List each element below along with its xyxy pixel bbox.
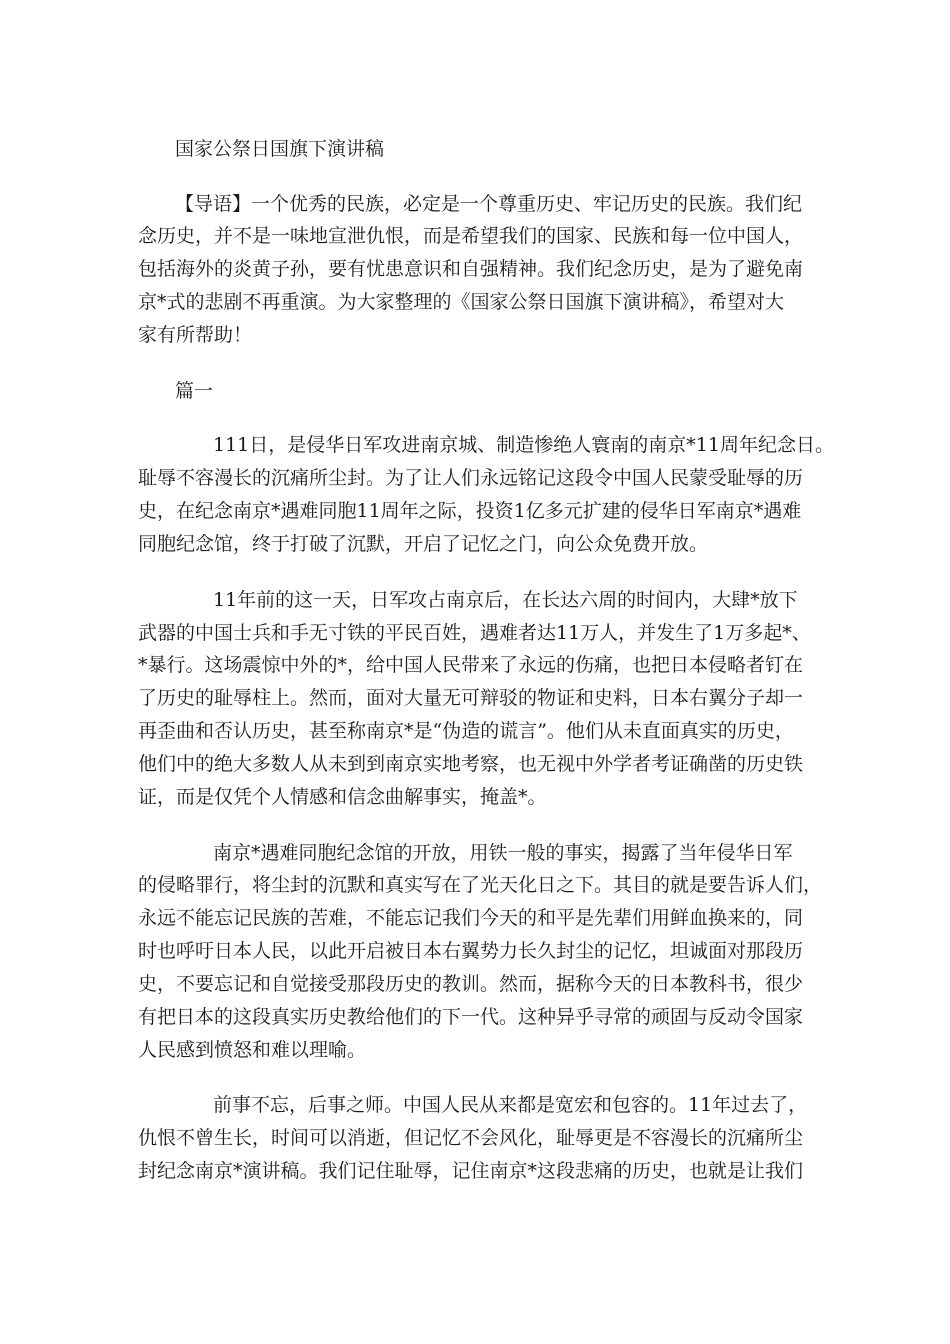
text-line: 时也呼吁日本人民，以此开启被日本右翼势力长久封尘的记忆，坦诚面对那段历: [138, 940, 804, 962]
section-heading: 篇一: [175, 380, 214, 402]
text-line: 了历史的耻辱柱上。然而，面对大量无可辩驳的物证和史料，日本右翼分子却一: [138, 687, 804, 709]
text-line: 家有所帮助！: [138, 324, 253, 346]
text-line: 永远不能忘记民族的苦难，不能忘记我们今天的和平是先辈们用鲜血换来的，同: [138, 907, 804, 929]
text-line: 仇恨不曾生长，时间可以消逝，但记忆不会风化，耻辱更是不容漫长的沉痛所尘: [138, 1127, 804, 1149]
text-line: 前事不忘，后事之师。中国人民从来都是宽宏和包容的。11年过去了，: [213, 1094, 808, 1116]
text-line: 证，而是仅凭个人情感和信念曲解事实，掩盖*。: [138, 786, 547, 808]
text-line: 的侵略罪行，将尘封的沉默和真实写在了光天化日之下。其目的就是要告诉人们，: [138, 874, 823, 896]
text-line: 耻辱不容漫长的沉痛所尘封。为了让人们永远铭记这段令中国人民蒙受耻辱的历: [138, 467, 804, 489]
text-line: 再歪曲和否认历史，甚至称南京*是“伪造的谎言”。他们从未直面真实的历史，: [138, 720, 794, 742]
text-line: 11年前的这一天，日军攻占南京后，在长达六周的时间内，大肆*放下: [213, 589, 798, 611]
text-line: 有把日本的这段真实历史教给他们的下一代。这种异乎寻常的顽固与反动令国家: [138, 1006, 804, 1028]
text-line: 他们中的绝大多数人从未到到南京实地考察，也无视中外学者考证确凿的历史铁: [138, 753, 804, 775]
text-line: 京*式的悲剧不再重演。为大家整理的《国家公祭日国旗下演讲稿》，希望对大: [138, 291, 785, 313]
text-line: 【导语】一个优秀的民族，必定是一个尊重历史、牢记历史的民族。我们纪: [175, 193, 803, 215]
text-line: 武器的中国士兵和手无寸铁的平民百姓，遇难者达11万人，并发生了1万多起*、: [138, 622, 811, 644]
text-line: 同胞纪念馆，终于打破了沉默，开启了记忆之门，向公众免费开放。: [138, 533, 709, 555]
text-line: 史，在纪念南京*遇难同胞11周年之际，投资1亿多元扩建的侵华日军南京*遇难: [138, 500, 802, 522]
text-line: 包括海外的炎黄子孙，要有忧患意识和自强精神。我们纪念历史，是为了避免南: [138, 258, 804, 280]
text-line: *暴行。这场震惊中外的*，给中国人民带来了永远的伤痛，也把日本侵略者钉在: [138, 654, 804, 676]
text-line: 封纪念南京*演讲稿。我们记住耻辱，记住南京*这段悲痛的历史，也就是让我们: [138, 1160, 804, 1182]
text-line: 111日，是侵华日军攻进南京城、制造惨绝人寰南的南京*11周年纪念日。: [213, 434, 834, 456]
text-line: 南京*遇难同胞纪念馆的开放，用铁一般的事实，揭露了当年侵华日军: [213, 842, 793, 864]
text-line: 史，不要忘记和自觉接受那段历史的教训。然而，据称今天的日本教科书，很少: [138, 973, 804, 995]
page-title: 国家公祭日国旗下演讲稿: [175, 138, 385, 160]
text-line: 念历史，并不是一味地宣泄仇恨，而是希望我们的国家、民族和每一位中国人，: [138, 225, 804, 247]
text-line: 人民感到愤怒和难以理喻。: [138, 1039, 367, 1061]
